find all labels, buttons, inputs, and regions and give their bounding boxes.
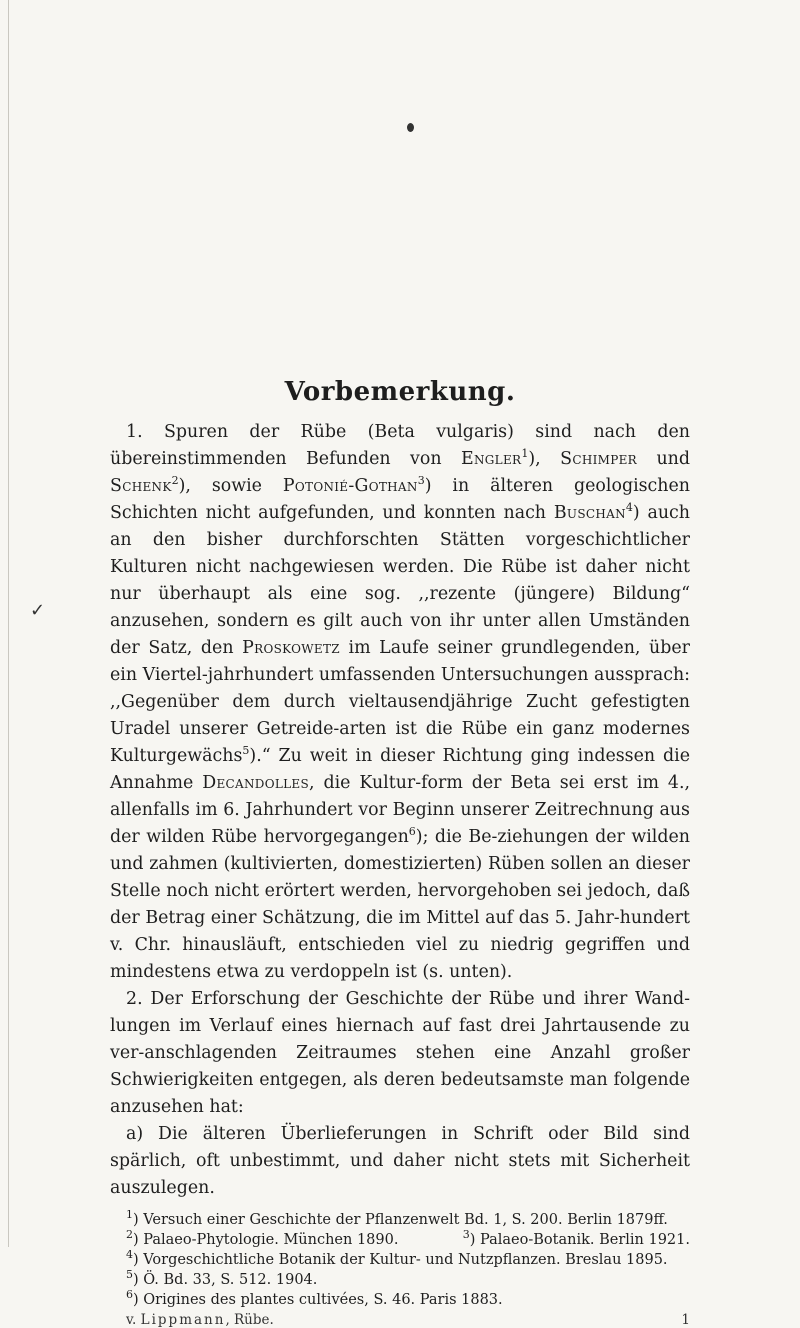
- footnote-ref: 6: [408, 825, 416, 839]
- page-title: Vorbemerkung.: [284, 377, 516, 407]
- page-content: [110, 375, 690, 1328]
- scan-edge-line: [8, 0, 9, 1247]
- footnote-6: [110, 1290, 690, 1310]
- footnote-number: 2: [126, 1230, 133, 1242]
- footer-book: , Rübe.: [225, 1312, 274, 1328]
- footnote-ref: 4: [625, 501, 633, 515]
- footnote-text: ) Versuch einer Geschichte der Pflanzenwelt Bd. 1, S. 200. Berlin 1879ff.: [133, 1212, 668, 1228]
- footnote-text: ) Vorgeschichtliche Botanik der Kultur- und Nutzpflanzen. Breslau 1895.: [133, 1252, 668, 1268]
- footnote-1: [110, 1210, 690, 1230]
- author-name: Engler: [461, 449, 522, 469]
- ink-dot: [407, 123, 414, 132]
- footnote-2: [126, 1230, 398, 1250]
- page-number: 1: [681, 1312, 690, 1328]
- footnote-number: 1: [126, 1210, 133, 1222]
- footnote-text: ) Ö. Bd. 33, S. 512. 1904.: [133, 1272, 318, 1288]
- author-name: Schimper: [560, 449, 637, 469]
- text-run: und: [637, 449, 690, 469]
- body-text: [110, 419, 690, 1202]
- footnote-ref: 1: [521, 447, 529, 461]
- author-name: Buschan: [553, 503, 626, 523]
- footnote-text: ) Palaeo-Botanik. Berlin 1921.: [469, 1232, 690, 1248]
- text-run: ) in älteren geologischen Schichten nicht aufgefunden, und konnten nach: [110, 476, 690, 523]
- footnote-number: 3: [462, 1230, 470, 1242]
- text-run: im Laufe seiner grundlegenden, über ein Viertel-jahrhundert umfassenden Untersuchungen aussprach: ,,Gegenüber dem durch vieltausendjährige Zucht gefestigten Uradel unserer Getreide-arten ist die Rübe ein ganz modernes Kulturgewächs: [110, 638, 690, 766]
- footnote-text: ) Origines des plantes cultivées, S. 46. Paris 1883.: [133, 1292, 503, 1308]
- text-run: ); die Be-ziehungen der wilden und zahmen (kultivierten, domestizierten) Rüben sollen an dieser Stelle noch nicht erörtert werden, hervorgehoben sei jedoch, daß der Betrag einer Schätzung, die im Mittel auf das 5. Jahr-hundert v. Chr. hinausläuft, entschieden viel zu niedrig gegriffen und mindestens etwa zu verdoppeln ist (s. unten).: [110, 827, 690, 982]
- page-footer: [110, 1312, 690, 1328]
- footnote-3: [463, 1230, 690, 1250]
- text-run: ).“ Zu weit in dieser Richtung ging indessen die Annahme: [110, 746, 690, 793]
- text-run: ), sowie: [178, 476, 283, 496]
- author-name: Decandolles: [202, 773, 309, 793]
- margin-mark: ✓: [30, 600, 46, 621]
- footnote-number: 5: [126, 1270, 133, 1282]
- footnote-4: [110, 1250, 690, 1270]
- footnote-number: 6: [126, 1290, 133, 1302]
- footnote-text: ) Palaeo-Phytologie. München 1890.: [133, 1232, 399, 1248]
- author-name: Potonié-Gothan: [282, 476, 418, 496]
- footer-author: Lippmann: [140, 1312, 226, 1328]
- text-run: ),: [528, 449, 561, 469]
- footnote-5: [110, 1270, 690, 1290]
- text-run: , die Kultur-form der Beta sei erst im 4., allenfalls im 6. Jahrhundert vor Beginn unserer Zeitrechnung aus der wilden Rübe hervorgegangen: [110, 773, 690, 847]
- paragraph-3: a) Die älteren Überlieferungen in Schrift oder Bild sind spärlich, oft unbestimmt, und daher nicht stets mit Sicherheit auszulegen.: [110, 1124, 690, 1198]
- footer-prefix: v.: [126, 1312, 137, 1328]
- paragraph-1: [110, 419, 690, 986]
- footnote-ref: 3: [417, 474, 425, 488]
- author-name: Schenk: [110, 476, 172, 496]
- paragraph-2: 2. Der Erforschung der Geschichte der Rübe und ihrer Wand-lungen im Verlauf eines hiernach auf fast drei Jahrtausende zu ver-anschlagenden Zeitraumes stehen eine Anzahl großer Schwierigkeiten entgegen, als deren bedeutsamste man folgende anzusehen hat:: [110, 989, 690, 1117]
- author-name: Proskowetz: [242, 638, 340, 658]
- text-run: 1. Spuren der Rübe (Beta vulgaris) sind nach den übereinstimmenden Befunden von: [110, 422, 690, 469]
- footer-signature: [126, 1312, 274, 1328]
- footnote-row-2-3: [110, 1230, 690, 1250]
- footnote-ref: 5: [242, 744, 250, 758]
- footnotes: [110, 1210, 690, 1310]
- footnote-ref: 2: [171, 474, 179, 488]
- footnote-number: 4: [126, 1250, 133, 1262]
- text-run: ) auch an den bisher durchforschten Stätten vorgeschichtlicher Kulturen nicht nachgewiesen werden. Die Rübe ist daher nicht nur überhaupt als eine sog. ,,rezente (jüngere) Bildung“ anzusehen, sondern es gilt auch von ihr unter allen Umständen der Satz, den: [110, 503, 690, 658]
